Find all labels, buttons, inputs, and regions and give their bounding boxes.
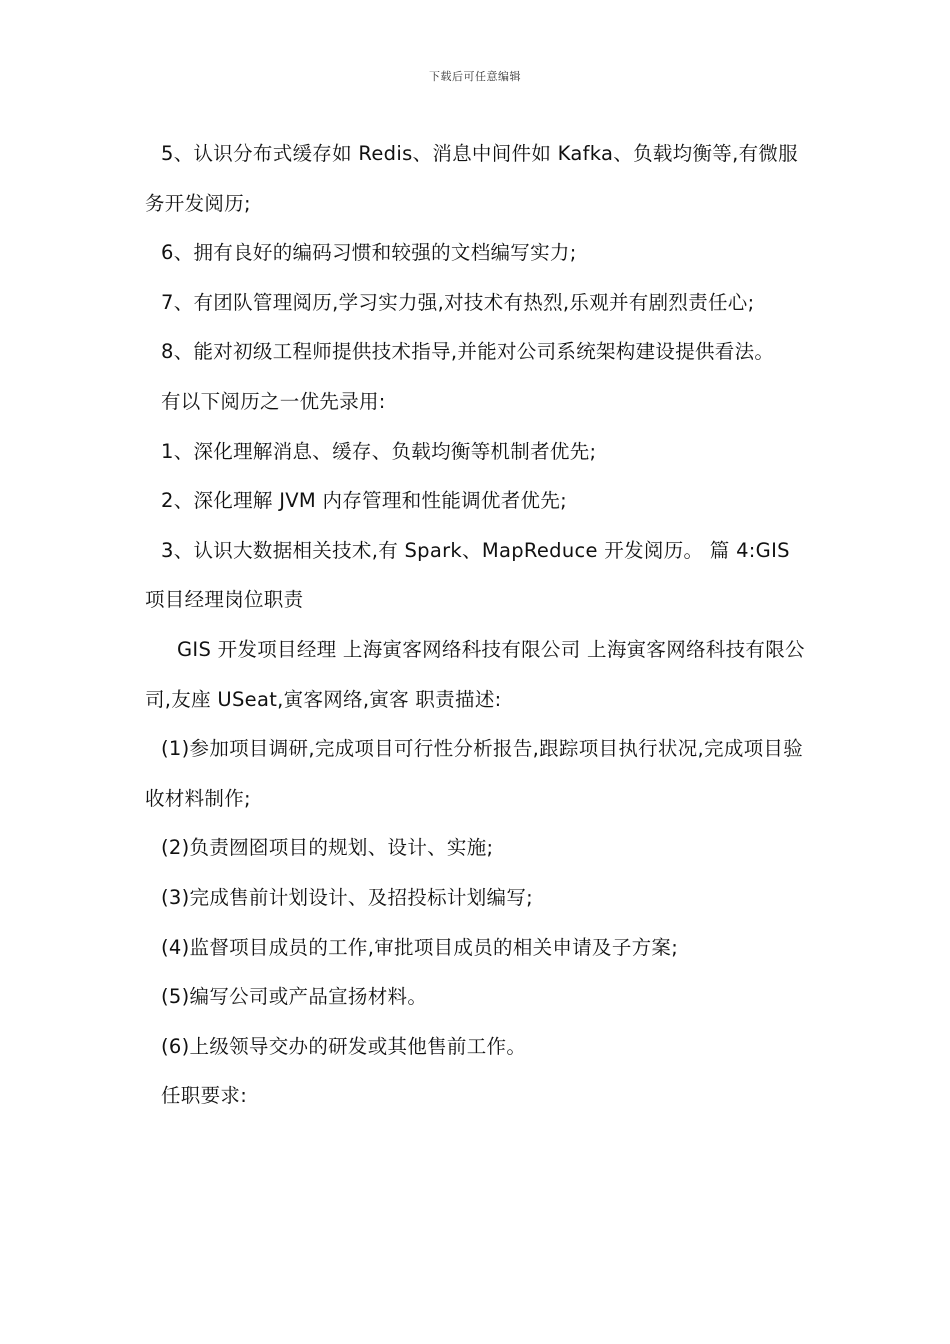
- body-text: [145, 129, 810, 1121]
- paragraph-duty-4: (4)监督项目成员的工作,审批项目成员的相关申请及子方案;: [161, 935, 679, 959]
- paragraph-req-6: 6、拥有良好的编码习惯和较强的文档编写实力;: [161, 241, 577, 265]
- paragraph-preferred-2: 2、深化理解 JVM 内存管理和性能调优者优先;: [161, 489, 567, 513]
- paragraph-duty-2: (2)负责囫囵项目的规划、设计、实施;: [161, 836, 494, 860]
- paragraph-duty-5: (5)编写公司或产品宣扬材料。: [161, 985, 428, 1009]
- paragraph-req-7: 7、有团队管理阅历,学习实力强,对技术有热烈,乐观并有剧烈责任心;: [161, 290, 755, 314]
- paragraph-duty-3: (3)完成售前计划设计、及招投标计划编写;: [161, 885, 533, 909]
- header-note: 下载后可任意编辑: [429, 70, 521, 83]
- paragraph-duty-6: (6)上级领导交办的研发或其他售前工作。: [161, 1034, 527, 1058]
- paragraph-preferred-3: 3、认识大数据相关技术,有 Spark、MapReduce 开发阅历。 篇 4:GIS 项目经理岗位职责: [145, 538, 790, 612]
- paragraph-job-title: GIS 开发项目经理 上海寅客网络科技有限公司 上海寅客网络科技有限公司,友座 USeat,寅客网络,寅客 职责描述:: [145, 637, 805, 711]
- paragraph-preferred-1: 1、深化理解消息、缓存、负载均衡等机制者优先;: [161, 439, 597, 463]
- paragraph-preferred-heading: 有以下阅历之一优先录用:: [161, 389, 386, 413]
- paragraph-req-8: 8、能对初级工程师提供技术指导,并能对公司系统架构建设提供看法。: [161, 340, 775, 364]
- paragraph-duty-1: (1)参加项目调研,完成项目可行性分析报告,跟踪项目执行状况,完成项目验收材料制作;: [145, 737, 804, 810]
- paragraph-req-5: 5、认识分布式缓存如 Redis、消息中间件如 Kafka、负载均衡等,有微服务开发阅历;: [145, 142, 798, 215]
- paragraph-requirements-heading: 任职要求:: [161, 1084, 248, 1108]
